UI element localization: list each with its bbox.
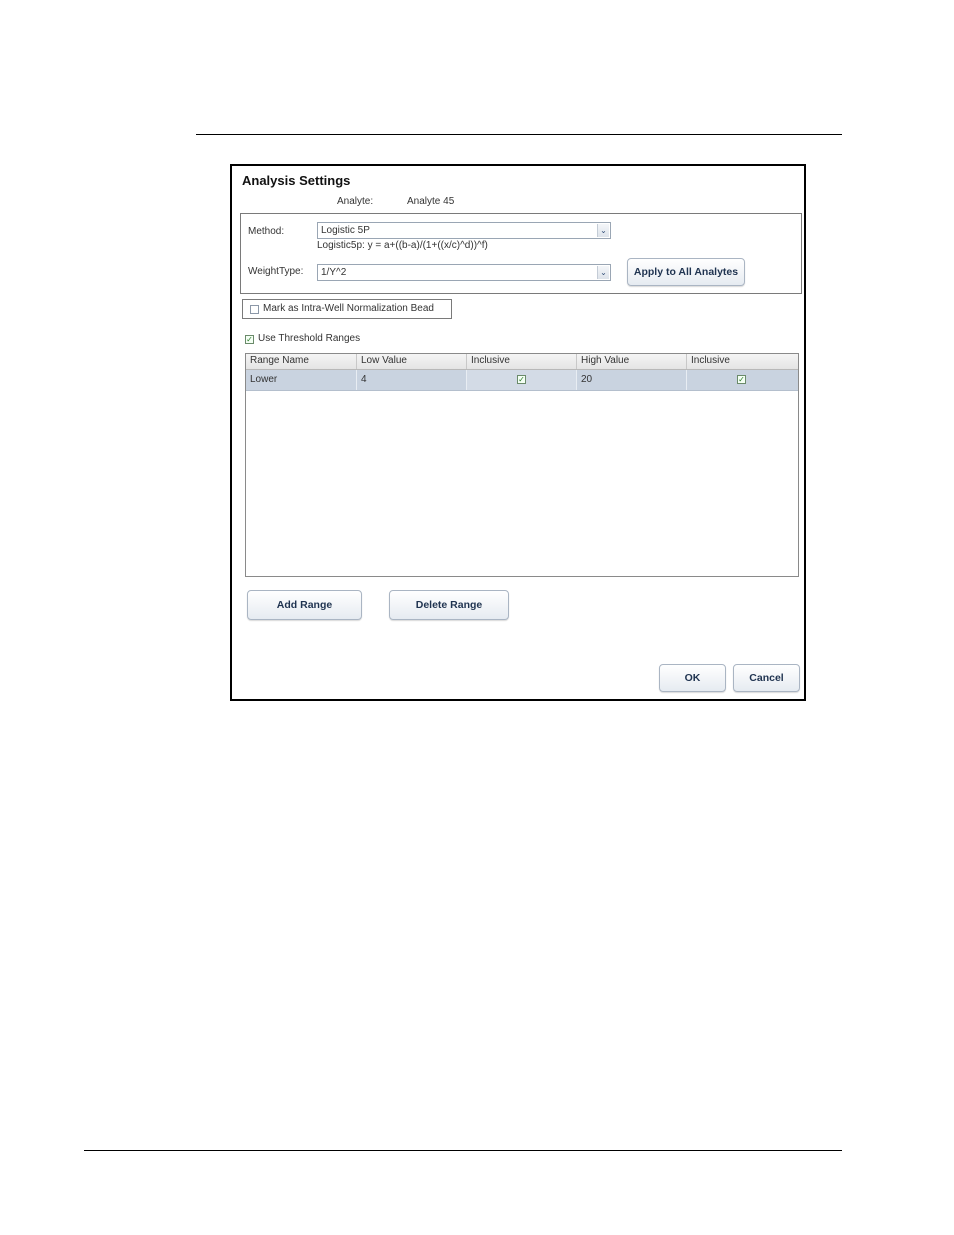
method-select-value: Logistic 5P (321, 225, 370, 236)
low-inclusive-cell (467, 370, 577, 390)
cancel-button[interactable] (733, 664, 800, 692)
method-group (240, 213, 802, 294)
column-header-low-value[interactable]: Low Value (357, 354, 467, 369)
column-header-range-name[interactable]: Range Name (246, 354, 357, 369)
analyte-value: Analyte 45 (407, 196, 455, 207)
add-range-button[interactable] (247, 590, 362, 620)
apply-to-all-analytes-button[interactable] (627, 258, 745, 286)
use-threshold-label: Use Threshold Ranges (258, 333, 361, 344)
intra-well-checkbox[interactable] (250, 305, 259, 314)
high-value-cell[interactable]: 20 (577, 370, 687, 390)
cancel-label: Cancel (749, 672, 784, 684)
high-inclusive-cell (687, 370, 798, 390)
method-select[interactable] (317, 222, 611, 239)
analyte-label: Analyte: (337, 196, 374, 207)
checkmark-icon: ✓ (738, 375, 745, 384)
checkmark-icon: ✓ (246, 335, 253, 344)
table-row[interactable] (246, 370, 798, 391)
delete-range-label: Delete Range (415, 599, 483, 611)
dialog-title: Analysis Settings (242, 173, 351, 188)
apply-to-all-analytes-label: Apply to All Analytes (633, 266, 739, 278)
column-header-high-inclusive[interactable]: Inclusive (691, 355, 730, 366)
column-header-low-inclusive[interactable]: Inclusive (467, 354, 577, 369)
ok-label: OK (684, 672, 701, 684)
add-range-label: Add Range (276, 599, 333, 611)
checkmark-icon: ✓ (518, 375, 525, 384)
page-top-rule (196, 134, 842, 135)
weight-type-label: WeightType: (248, 266, 304, 277)
use-threshold-checkbox[interactable] (245, 335, 254, 344)
method-label: Method: (248, 226, 285, 237)
intra-well-label: Mark as Intra-Well Normalization Bead (263, 303, 434, 314)
high-inclusive-checkbox[interactable] (737, 375, 746, 384)
low-inclusive-checkbox[interactable] (517, 375, 526, 384)
table-header (246, 354, 798, 370)
weight-type-select-value: 1/Y^2 (321, 267, 347, 278)
delete-range-button[interactable] (389, 590, 509, 620)
intra-well-group (242, 299, 452, 319)
low-value-cell[interactable]: 4 (357, 370, 467, 390)
page-bottom-rule (84, 1150, 842, 1151)
method-formula: Logistic5p: y = a+((b-a)/(1+((x/c)^d))^f) (317, 240, 488, 251)
range-name-cell[interactable]: Lower (246, 370, 357, 390)
threshold-ranges-table (245, 353, 799, 577)
chevron-down-icon[interactable]: ⌄ (597, 266, 609, 279)
weight-type-select[interactable] (317, 264, 611, 281)
analysis-settings-dialog (230, 164, 806, 701)
chevron-down-icon[interactable]: ⌄ (597, 224, 609, 237)
column-header-high-value[interactable]: High Value (577, 354, 687, 369)
ok-button[interactable] (659, 664, 726, 692)
